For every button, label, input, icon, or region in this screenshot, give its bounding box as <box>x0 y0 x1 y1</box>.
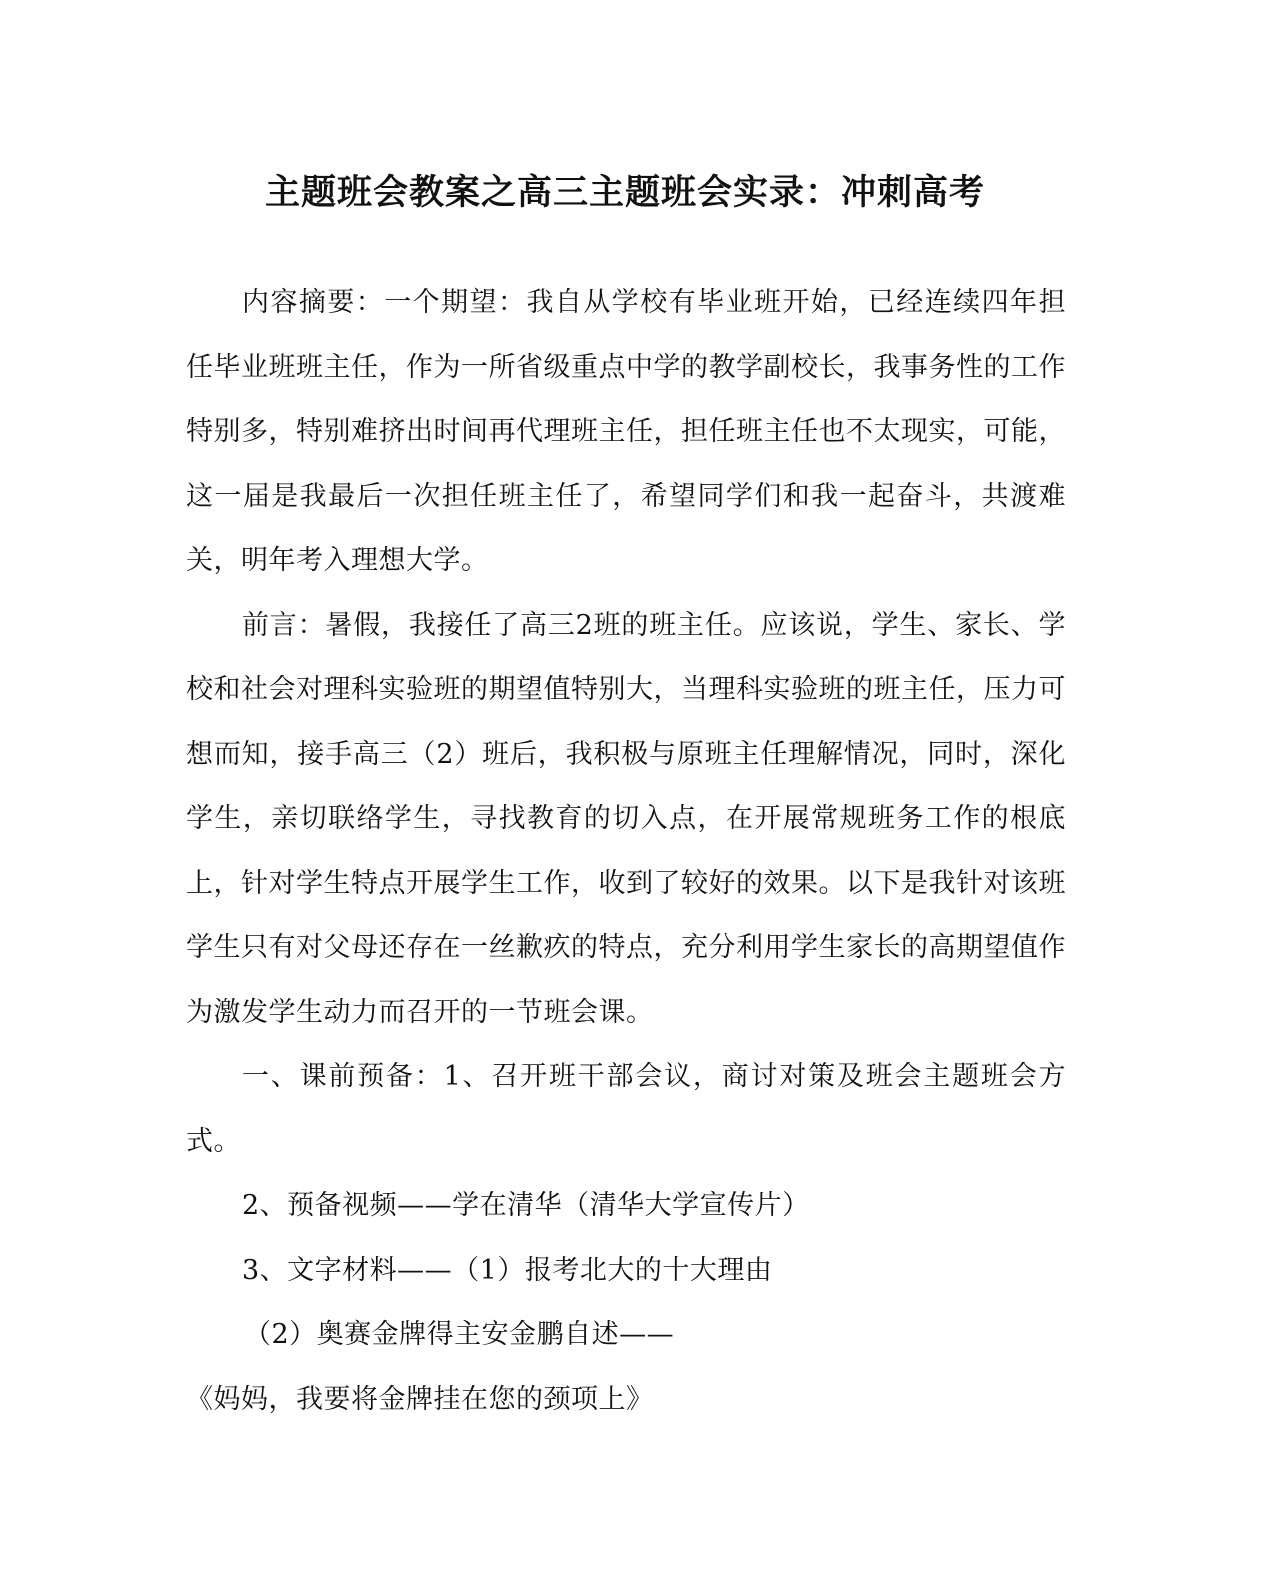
preparation-item-3: 3、文字材料——（1）报考北大的十大理由 <box>242 1254 773 1286</box>
document-title: 主题班会教案之高三主题班会实录：冲刺高考 <box>264 172 985 213</box>
preface-paragraph: 前言：暑假，我接任了高三2班的班主任。应该说，学生、家长、学校和社会对理科实验班的期望值特别大，当理科实验班的班主任，压力可想而知，接手高三（2）班后，我积极与原班主任理解情况，同时，深化学生，亲切联络学生，寻找教育的切入点，在开展常规班务工作的根底上，针对学生特点开展学生工作，收到了较好的效果。以下是我针对该班学生只有对父母还存在一丝歉疚的特点，充分利用学生家长的高期望值作为激发学生动力而召开的一节班会课。 <box>186 609 1066 1028</box>
preparation-item-2: 2、预备视频——学在清华（清华大学宣传片） <box>242 1190 810 1221</box>
preparation-item-3-sub-2-title: 《妈妈，我要将金牌挂在您的颈项上》 <box>186 1383 654 1415</box>
preparation-item-3-sub-2: （2）奥赛金牌得主安金鹏自述—— <box>244 1319 675 1350</box>
document-body <box>186 271 1066 1432</box>
preparation-item-1: 一、课前预备：1、召开班干部会议，商讨对策及班会主题班会方式。 <box>186 1061 1066 1157</box>
summary-paragraph: 内容摘要：一个期望：我自从学校有毕业班开始，已经连续四年担任毕业班班主任，作为一所省级重点中学的教学副校长，我事务性的工作特别多，特别难挤出时间再代理班主任，担任班主任也不太现实，可能，这一届是我最后一次担任班主任了，希望同学们和我一起奋斗，共渡难关，明年考入理想大学。 <box>186 287 1066 576</box>
